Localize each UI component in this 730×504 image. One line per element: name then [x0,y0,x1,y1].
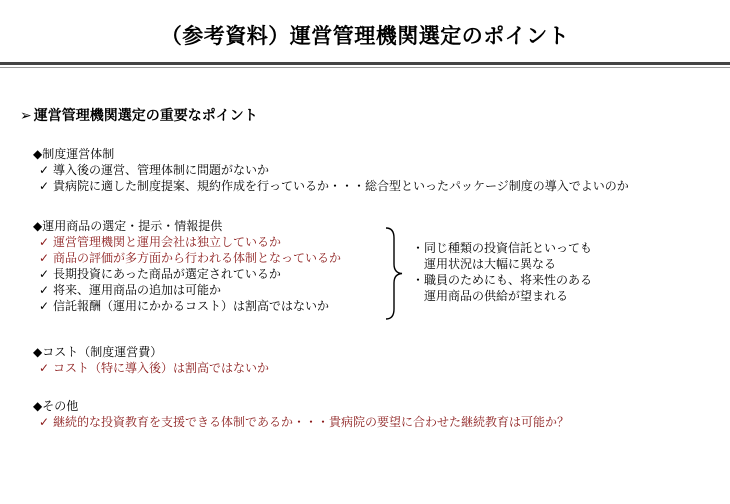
arrow-bullet-icon: ➢ [20,108,32,124]
list-item [33,250,341,266]
note-line: 運用商品の供給が望まれる [412,289,569,303]
list-item [33,414,569,430]
top-band [0,0,730,5]
item-text: 継続的な投資教育を支援できる体制であるか・・・貴病院の要望に合わせた継続教育は可能か？ [53,415,570,429]
item-text: 将来、運用商品の追加は可能か [53,283,222,297]
section-cost [33,344,269,376]
item-text: 信託報酬（運用にかかるコスト）は割高ではないか [53,299,330,313]
page-title: （参考資料）運営管理機関選定のポイント [160,24,570,48]
list-item [33,282,341,298]
check-icon: ✓ [39,415,50,429]
curly-brace-icon [384,226,406,321]
section-other [33,398,569,430]
note-line: ・同じ種類の投資信託といっても [412,241,593,255]
section-product-selection [33,218,341,314]
note-line: 運用状況は大幅に異なる [412,257,557,271]
check-icon: ✓ [39,283,50,297]
list-item [33,178,629,194]
list-item [33,234,341,250]
check-icon: ✓ [39,361,50,375]
note-line: ・職員のためにも、将来性のある [412,273,593,287]
section-title: 運用商品の選定・提示・情報提供 [42,219,223,233]
item-text: 貴病院に適した制度提案、規約作成を行っているか・・・総合型といったパッケージ制度の導入でよいのか [53,179,629,193]
check-icon: ✓ [39,235,50,249]
section-title: その他 [42,399,79,413]
title-rule [0,62,730,65]
diamond-bullet-icon: ◆ [33,147,43,161]
list-item [33,360,269,376]
side-note [412,240,592,304]
diamond-bullet-icon: ◆ [33,399,43,413]
check-icon: ✓ [39,179,50,193]
section-system-operation [33,146,629,194]
list-item [33,266,341,282]
item-text: コスト（特に導入後）は割高ではないか [53,361,270,375]
section-title: コスト（制度運営費） [42,345,163,359]
check-icon: ✓ [39,163,50,177]
diamond-bullet-icon: ◆ [33,219,43,233]
title-rule-thin [0,67,730,68]
check-icon: ✓ [39,299,50,313]
main-heading [20,105,258,125]
check-icon: ✓ [39,267,50,281]
list-item [33,298,341,314]
list-item [33,162,629,178]
main-heading-text: 運営管理機関選定の重要なポイント [33,108,258,124]
diamond-bullet-icon: ◆ [33,345,43,359]
item-text: 運営管理機関と運用会社は独立しているか [53,235,282,249]
section-title: 制度運営体制 [42,147,115,161]
item-text: 商品の評価が多方面から行われる体制となっているか [53,251,342,265]
item-text: 長期投資にあった商品が選定されているか [53,267,281,281]
item-text: 導入後の運営、管理体制に問題がないか [53,163,270,177]
check-icon: ✓ [39,251,50,265]
